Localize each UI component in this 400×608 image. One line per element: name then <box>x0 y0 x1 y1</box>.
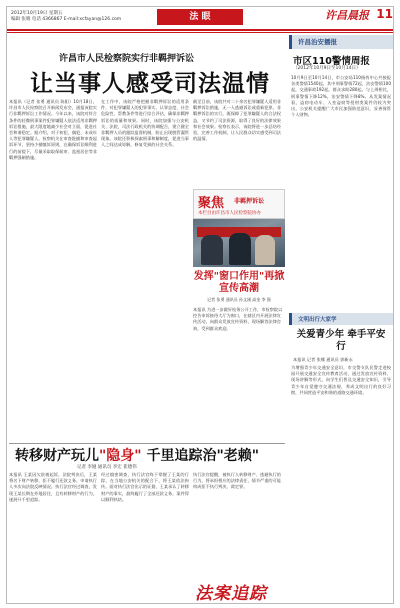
side-article-byline: 记者 张勇 通讯员 孙文刚 高金 李 强 <box>207 297 271 302</box>
side-article-title <box>193 271 285 303</box>
header-rule-thin <box>7 32 394 33</box>
lower-column: 执行法官提醒，被执行人转移财产、逃避执行的行为，将承担相应的法律责任，情节严重的可能构成拒不执行判决、裁定罪。 <box>193 472 281 490</box>
photo-figure <box>229 233 251 265</box>
news-photo <box>193 219 285 267</box>
lower-column: 经过缜密调查，执行法官终于掌握了王某的行踪，在当地公安机关的配合下，将王某依法拘传。面对执行法官出示的证据，王某承认了转移财产的事实，最终履行了全部还款义务，案件得以顺利执结。 <box>101 472 189 502</box>
rail-body-2: 为增强青少年交通安全意识，市交警支队民警走进校园开展交通安全宣传教育活动，通过发放宣传资料、现场讲解等形式，向学生们普及交通安全知识，引导青少年自觉遵守交通法规，养成文明出行的良好习惯，共同营造平安和谐的道路交通环境。 <box>291 365 391 395</box>
feature-title: 聚焦 <box>198 196 225 211</box>
article-column: 截至目前，该院共对二十余名犯罪嫌疑人适用非羁押诉讼措施，无一人逃避诉讼或重新犯罪。非羁押诉讼的实行，既保障了犯罪嫌疑人的合法权益，又节约了司法资源，取得了良好的法律效果和社会效果。检察长表示，该院将进一步总结经验，完善工作机制，让人民群众切实感受到司法的温情。 <box>193 99 281 142</box>
newspaper-page <box>6 6 394 604</box>
photo-figure <box>255 235 275 265</box>
feature-badge: 非羁押诉讼 <box>234 198 265 205</box>
column-logo: 法案追踪 <box>195 584 267 604</box>
lower-byline: 记者 李娅 通讯员 李宏 崔德伟 <box>77 465 137 470</box>
article-column: 在工作中，该院严格把握非羁押诉讼的适用条件，对犯罪嫌疑人的犯罪事实、认罪态度、社会危险性、帮教条件等进行综合评估，确保非羁押诉讼的质量和效果。同时，该院加强与公安机关、法院、司法行政机关的协调配合，建立健全非羁押人员的跟踪监督机制，防止出现脱管漏管现象。该院还积极探索刑事和解制度，促进当事人之间达成谅解，修复受损的社会关系。 <box>101 99 189 148</box>
rail-headline-2: 关爱青少年 牵手平安行 <box>296 329 386 352</box>
date: 2012年10月19日 星期五 <box>11 11 63 16</box>
rail-byline-2: 本报讯 记者 张娜 通讯员 郭新永 <box>293 357 353 362</box>
page-number: 11 <box>376 7 393 21</box>
editor-contact: 编辑 张晴 电话 4366867 E-mail:xcfayan@126.com <box>11 16 122 22</box>
lower-headline: 转移财产玩儿"隐身" 千里追踪治"老赖" <box>15 448 260 464</box>
right-rail <box>289 35 393 603</box>
rail-headline: 市区110警情周报 <box>293 56 370 67</box>
feature-sponsor: 本栏目由许昌市人民检察院协办 <box>198 211 261 216</box>
lower-column: 本报讯 王某因欠款被起诉，法院判决后，王某将名下财产转移，拒不履行还款义务。申请执行人多次向法院反映情况。执行法官经过调查，发现王某长期在外地居住，且有转移财产的行为，遂展开千里追踪。 <box>9 472 97 502</box>
rail-section-tag: 许昌治安播报 <box>289 35 393 49</box>
section-divider <box>9 443 285 444</box>
side-article-body: 本报讯 为进一步做好检务公开工作，市检察院以控告申诉接待大厅为窗口，在辖区内开展法律宣传活动，向群众发放宣传资料，现场解答法律咨询，受到群众欢迎。 <box>193 307 283 331</box>
rail-section-tag-2: 文明出行大家学 <box>289 313 393 325</box>
feature-box <box>193 189 285 219</box>
side-article-headline: 发挥"窗口作用"再掀宣传高潮 <box>193 271 285 294</box>
header-rule <box>7 29 394 31</box>
lower-body <box>9 472 285 596</box>
masthead-brand: 许昌晨报 <box>325 9 369 22</box>
photo-figure <box>201 235 223 265</box>
section-label: 法 眼 <box>157 9 243 25</box>
rail-body: 10月9日至10月14日，市公安局110指挥中心共接报各类警情1540起，其中刑事警情72起，治安警情100起，交通事故192起，群众求助280起。与上周相比，刑事警情下降12%，治安警情下降8%。从发案情况看，盗窃电动车、入室盗窃等侵财类案件仍较为突出，公安机关提醒广大市民加强防范意识，妥善保管个人财物。 <box>291 75 391 118</box>
date-line <box>11 11 121 22</box>
article-headline: 让当事人感受司法温情 <box>30 71 270 97</box>
article-kicker: 许昌市人民检察院实行非羁押诉讼 <box>59 54 195 64</box>
rail-subtitle: （2012年10月9日至10月14日） <box>293 66 361 71</box>
article-column: 本报讯（记者 张勇 通讯员 陈阳）10月18日，许昌市人民检察院召开新闻发布会，通报该院实行非羁押诉讼工作情况。今年以来，该院对符合条件的轻微刑事案件犯罪嫌疑人依法适用非羁押诉讼措施，最大限度地减少社会对立面，促进社会和谐稳定。据介绍，对于初犯、偶犯、未成年人等犯罪嫌疑人，检察机关在审查批捕和审查起诉环节，坚持少捕慎诉原则，在确保诉讼顺利进行的前提下，尽量采取取保候审、监视居住等非羁押强制措施。 <box>9 99 97 160</box>
